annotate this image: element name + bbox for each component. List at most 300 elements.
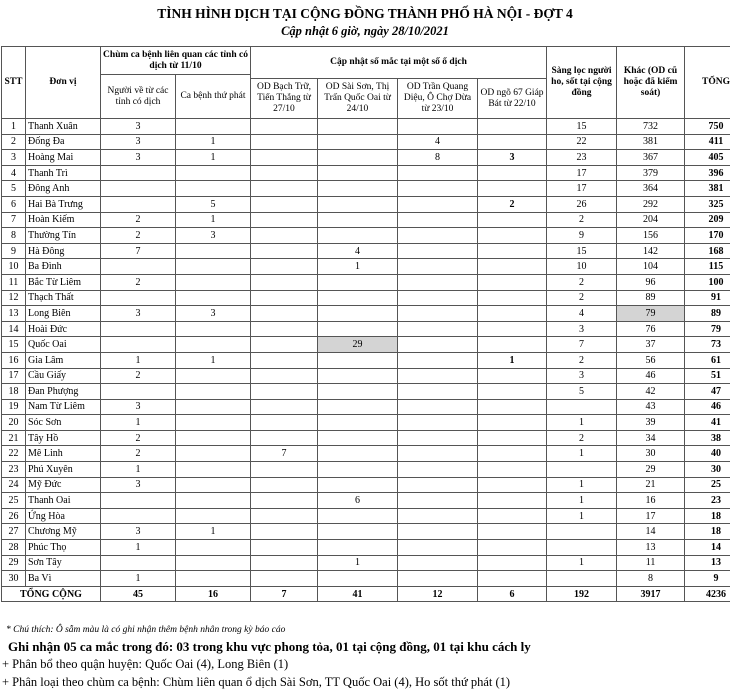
- table-row: [2, 399, 730, 415]
- table-cell: 1: [176, 134, 251, 150]
- table-cell: 750: [685, 119, 730, 135]
- table-cell: 1: [176, 150, 251, 166]
- unit-name: Thạch Thất: [26, 290, 101, 306]
- table-cell: [251, 196, 318, 212]
- table-row: [2, 212, 730, 228]
- table-cell: 10: [547, 259, 617, 275]
- table-cell: [318, 352, 398, 368]
- table-cell: 34: [617, 430, 685, 446]
- table-cell: [318, 165, 398, 181]
- table-cell: 292: [617, 196, 685, 212]
- table-cell: [478, 212, 547, 228]
- table-cell: [318, 290, 398, 306]
- table-cell: [547, 571, 617, 587]
- table-cell: 4: [398, 134, 478, 150]
- unit-name: Hai Bà Trưng: [26, 196, 101, 212]
- table-cell: 7: [101, 243, 176, 259]
- unit-name: Đống Đa: [26, 134, 101, 150]
- table-cell: [251, 134, 318, 150]
- table-cell: 14: [685, 540, 730, 556]
- table-cell: 42: [617, 384, 685, 400]
- row-index: 9: [2, 243, 26, 259]
- table-cell: 22: [547, 134, 617, 150]
- table-cell: [176, 274, 251, 290]
- table-cell: [478, 228, 547, 244]
- table-cell: [478, 165, 547, 181]
- table-cell: 1: [176, 352, 251, 368]
- header-od-sai-son: OD Sài Sơn, Thị Trấn Quốc Oai từ 24/10: [318, 79, 398, 119]
- table-cell: [251, 165, 318, 181]
- table-cell: [176, 540, 251, 556]
- unit-name: Gia Lâm: [26, 352, 101, 368]
- table-cell: [251, 212, 318, 228]
- table-cell: [318, 150, 398, 166]
- table-cell: 6: [318, 493, 398, 509]
- row-index: 22: [2, 446, 26, 462]
- table-cell: [176, 462, 251, 478]
- table-row: [2, 119, 730, 135]
- row-index: 1: [2, 119, 26, 135]
- header-group-provinces: Chùm ca bệnh liên quan các tỉnh có dịch từ 11/10: [101, 47, 251, 75]
- unit-name: Long Biên: [26, 306, 101, 322]
- table-cell: 7: [251, 446, 318, 462]
- table-cell: [318, 228, 398, 244]
- row-index: 8: [2, 228, 26, 244]
- table-cell: [101, 181, 176, 197]
- row-index: 30: [2, 571, 26, 587]
- table-cell: 1: [547, 493, 617, 509]
- table-cell: [478, 540, 547, 556]
- table-cell: [318, 212, 398, 228]
- table-cell: [176, 508, 251, 524]
- row-index: 17: [2, 368, 26, 384]
- table-cell: [318, 399, 398, 415]
- table-cell: [251, 352, 318, 368]
- total-cell: 12: [398, 586, 478, 602]
- table-cell: [251, 259, 318, 275]
- unit-name: Ba Vì: [26, 571, 101, 587]
- table-cell: [176, 165, 251, 181]
- report-subtitle: Cập nhật 6 giờ, ngày 28/10/2021: [281, 24, 449, 38]
- row-index: 3: [2, 150, 26, 166]
- table-cell: [176, 243, 251, 259]
- total-label: TỔNG CỘNG: [2, 586, 101, 602]
- table-cell: [478, 290, 547, 306]
- table-cell: [176, 290, 251, 306]
- table-cell: [318, 430, 398, 446]
- unit-name: Quốc Oai: [26, 337, 101, 353]
- table-cell: [101, 508, 176, 524]
- table-row: [2, 415, 730, 431]
- table-cell: 30: [617, 446, 685, 462]
- table-cell: 89: [617, 290, 685, 306]
- table-cell: [251, 274, 318, 290]
- table-cell: [251, 571, 318, 587]
- table-cell: 15: [547, 119, 617, 135]
- table-cell: 2: [101, 228, 176, 244]
- table-cell: 61: [685, 352, 730, 368]
- total-cell: 6: [478, 586, 547, 602]
- table-cell: [101, 555, 176, 571]
- table-cell: 40: [685, 446, 730, 462]
- table-cell: 26: [547, 196, 617, 212]
- table-cell: [176, 571, 251, 587]
- table-cell: 3: [176, 228, 251, 244]
- table-cell: 3: [101, 150, 176, 166]
- table-cell: [547, 540, 617, 556]
- row-index: 11: [2, 274, 26, 290]
- unit-name: Hoàng Mai: [26, 150, 101, 166]
- unit-name: Đông Anh: [26, 181, 101, 197]
- table-cell: [398, 462, 478, 478]
- table-cell: [398, 228, 478, 244]
- table-cell: [251, 555, 318, 571]
- table-row: [2, 259, 730, 275]
- table-cell: [251, 306, 318, 322]
- row-index: 6: [2, 196, 26, 212]
- unit-name: Cầu Giấy: [26, 368, 101, 384]
- table-cell: [251, 477, 318, 493]
- table-cell: [176, 119, 251, 135]
- unit-name: Phú Xuyên: [26, 462, 101, 478]
- table-cell: 79: [617, 306, 685, 322]
- table-cell: [251, 150, 318, 166]
- table-cell: 3: [101, 119, 176, 135]
- table-cell: 1: [101, 352, 176, 368]
- row-index: 27: [2, 524, 26, 540]
- table-cell: 2: [547, 274, 617, 290]
- summary-line: Ghi nhận 05 ca mắc trong đó: 03 trong khu vực phong tỏa, 01 tại cộng đồng, 01 tại khu cách ly: [8, 639, 531, 654]
- table-cell: 89: [685, 306, 730, 322]
- table-row: [2, 165, 730, 181]
- table-row: [2, 196, 730, 212]
- table-cell: 1: [318, 555, 398, 571]
- table-cell: [478, 306, 547, 322]
- total-cell: 41: [318, 586, 398, 602]
- table-row: [2, 274, 730, 290]
- table-cell: [176, 368, 251, 384]
- table-cell: [176, 493, 251, 509]
- table-cell: [101, 259, 176, 275]
- table-cell: [318, 321, 398, 337]
- table-cell: 1: [547, 477, 617, 493]
- table-cell: [251, 384, 318, 400]
- table-cell: [176, 181, 251, 197]
- table-cell: 3: [101, 134, 176, 150]
- table-cell: 2: [547, 430, 617, 446]
- table-cell: 3: [101, 306, 176, 322]
- row-index: 16: [2, 352, 26, 368]
- table-cell: [398, 368, 478, 384]
- table-cell: 9: [685, 571, 730, 587]
- table-cell: 39: [617, 415, 685, 431]
- unit-name: Thanh Trì: [26, 165, 101, 181]
- table-cell: 14: [617, 524, 685, 540]
- table-cell: [547, 524, 617, 540]
- table-cell: [478, 446, 547, 462]
- table-row: [2, 290, 730, 306]
- table-cell: [101, 196, 176, 212]
- table-cell: [176, 384, 251, 400]
- row-index: 12: [2, 290, 26, 306]
- unit-name: Thanh Oai: [26, 493, 101, 509]
- table-cell: 15: [547, 243, 617, 259]
- row-index: 5: [2, 181, 26, 197]
- table-cell: [398, 243, 478, 259]
- table-cell: 51: [685, 368, 730, 384]
- table-cell: 5: [176, 196, 251, 212]
- table-cell: 2: [101, 274, 176, 290]
- unit-name: Hoài Đức: [26, 321, 101, 337]
- table-cell: [398, 571, 478, 587]
- table-cell: [318, 119, 398, 135]
- table-cell: 11: [617, 555, 685, 571]
- table-cell: 2: [478, 196, 547, 212]
- table-row: [2, 134, 730, 150]
- table-cell: 18: [685, 508, 730, 524]
- table-cell: [478, 555, 547, 571]
- row-index: 7: [2, 212, 26, 228]
- row-index: 19: [2, 399, 26, 415]
- unit-name: Chương Mỹ: [26, 524, 101, 540]
- table-cell: [478, 462, 547, 478]
- table-cell: [176, 321, 251, 337]
- table-cell: [398, 212, 478, 228]
- table-cell: [251, 399, 318, 415]
- table-cell: [398, 477, 478, 493]
- table-cell: 56: [617, 352, 685, 368]
- table-cell: [318, 508, 398, 524]
- table-cell: [478, 384, 547, 400]
- table-cell: 1: [101, 571, 176, 587]
- table-cell: [251, 290, 318, 306]
- table-cell: 1: [478, 352, 547, 368]
- table-cell: 168: [685, 243, 730, 259]
- header-other: Khác (OD cũ hoặc đã kiểm soát): [617, 47, 685, 119]
- table-cell: [251, 368, 318, 384]
- row-index: 4: [2, 165, 26, 181]
- unit-name: Thanh Xuân: [26, 119, 101, 135]
- table-cell: [176, 477, 251, 493]
- table-cell: 8: [617, 571, 685, 587]
- table-row: [2, 150, 730, 166]
- table-cell: [318, 446, 398, 462]
- table-cell: 1: [176, 524, 251, 540]
- table-cell: [398, 493, 478, 509]
- table-cell: 17: [617, 508, 685, 524]
- table-cell: 156: [617, 228, 685, 244]
- row-index: 18: [2, 384, 26, 400]
- table-cell: 4: [547, 306, 617, 322]
- table-cell: [547, 462, 617, 478]
- table-row: [2, 321, 730, 337]
- table-cell: [101, 165, 176, 181]
- table-cell: 21: [617, 477, 685, 493]
- table-cell: [318, 524, 398, 540]
- row-index: 24: [2, 477, 26, 493]
- legend-note: * Chú thích: Ô sẫm màu là có ghi nhận thêm bệnh nhân trong kỳ báo cáo: [6, 625, 286, 635]
- table-row: [2, 337, 730, 353]
- table-cell: [251, 493, 318, 509]
- header-group-outbreaks: Cập nhật số mắc tại một số ổ dịch: [251, 47, 547, 79]
- cases-table: [1, 46, 730, 602]
- table-cell: 46: [685, 399, 730, 415]
- total-cell: 45: [101, 586, 176, 602]
- table-cell: 2: [101, 430, 176, 446]
- table-cell: [251, 119, 318, 135]
- district-breakdown: + Phân bổ theo quận huyện: Quốc Oai (4), Long Biên (1): [2, 657, 289, 671]
- total-cell: 3917: [617, 586, 685, 602]
- table-cell: 3: [478, 150, 547, 166]
- row-index: 13: [2, 306, 26, 322]
- table-cell: 17: [547, 165, 617, 181]
- unit-name: Hoàn Kiếm: [26, 212, 101, 228]
- table-cell: 104: [617, 259, 685, 275]
- table-cell: 142: [617, 243, 685, 259]
- header-od-bach-tru: OD Bạch Trữ, Tiến Thắng từ 27/10: [251, 79, 318, 119]
- unit-name: Nam Từ Liêm: [26, 399, 101, 415]
- total-cell: 4236: [685, 586, 730, 602]
- table-cell: 96: [617, 274, 685, 290]
- table-cell: [251, 243, 318, 259]
- table-cell: 76: [617, 321, 685, 337]
- table-cell: 46: [617, 368, 685, 384]
- header-unit: Đơn vị: [26, 47, 101, 119]
- table-cell: [101, 290, 176, 306]
- table-cell: 17: [547, 181, 617, 197]
- table-cell: 325: [685, 196, 730, 212]
- table-cell: [318, 462, 398, 478]
- table-cell: [478, 259, 547, 275]
- header-total: TỔNG: [685, 47, 730, 119]
- table-cell: [478, 119, 547, 135]
- table-cell: 73: [685, 337, 730, 353]
- table-cell: 209: [685, 212, 730, 228]
- table-cell: [101, 384, 176, 400]
- table-cell: [251, 540, 318, 556]
- unit-name: Thường Tín: [26, 228, 101, 244]
- table-cell: [251, 337, 318, 353]
- table-cell: [318, 540, 398, 556]
- row-index: 25: [2, 493, 26, 509]
- unit-name: Hà Đông: [26, 243, 101, 259]
- table-cell: 29: [617, 462, 685, 478]
- table-cell: 23: [547, 150, 617, 166]
- table-cell: [318, 477, 398, 493]
- table-cell: 25: [685, 477, 730, 493]
- total-cell: 16: [176, 586, 251, 602]
- table-row: [2, 462, 730, 478]
- table-cell: 411: [685, 134, 730, 150]
- table-cell: 3: [547, 321, 617, 337]
- table-cell: 1: [547, 446, 617, 462]
- table-cell: 1: [547, 508, 617, 524]
- row-index: 23: [2, 462, 26, 478]
- table-cell: 1: [318, 259, 398, 275]
- row-index: 26: [2, 508, 26, 524]
- table-cell: 43: [617, 399, 685, 415]
- table-cell: [478, 508, 547, 524]
- table-row: [2, 368, 730, 384]
- table-cell: 13: [617, 540, 685, 556]
- table-cell: [101, 321, 176, 337]
- table-cell: 2: [547, 352, 617, 368]
- table-cell: [398, 165, 478, 181]
- table-cell: [251, 321, 318, 337]
- table-cell: 4: [318, 243, 398, 259]
- table-cell: 38: [685, 430, 730, 446]
- table-cell: 2: [101, 446, 176, 462]
- table-cell: [318, 274, 398, 290]
- table-cell: [176, 399, 251, 415]
- table-cell: 396: [685, 165, 730, 181]
- table-cell: [398, 399, 478, 415]
- unit-name: Đan Phượng: [26, 384, 101, 400]
- unit-name: Sơn Tây: [26, 555, 101, 571]
- table-cell: [478, 571, 547, 587]
- table-row: [2, 508, 730, 524]
- table-row: [2, 524, 730, 540]
- header-od-tran-quang-dieu: OD Trần Quang Diệu, Ô Chợ Dừa từ 23/10: [398, 79, 478, 119]
- table-cell: 3: [101, 399, 176, 415]
- row-index: 2: [2, 134, 26, 150]
- table-cell: 5: [547, 384, 617, 400]
- table-cell: [318, 368, 398, 384]
- header-secondary: Ca bệnh thứ phát: [176, 75, 251, 119]
- table-cell: [478, 399, 547, 415]
- row-index: 10: [2, 259, 26, 275]
- table-row: [2, 181, 730, 197]
- table-row: [2, 243, 730, 259]
- table-cell: [318, 571, 398, 587]
- total-row: [2, 586, 730, 602]
- table-cell: [478, 181, 547, 197]
- table-cell: 1: [176, 212, 251, 228]
- table-cell: 2: [101, 368, 176, 384]
- table-cell: [398, 508, 478, 524]
- table-cell: [398, 430, 478, 446]
- table-cell: [101, 493, 176, 509]
- table-cell: [251, 524, 318, 540]
- table-cell: [176, 415, 251, 431]
- table-cell: 1: [101, 462, 176, 478]
- table-cell: [101, 337, 176, 353]
- table-cell: [251, 181, 318, 197]
- table-row: [2, 555, 730, 571]
- table-cell: 381: [685, 181, 730, 197]
- unit-name: Bắc Từ Liêm: [26, 274, 101, 290]
- table-cell: [398, 415, 478, 431]
- table-cell: 381: [617, 134, 685, 150]
- table-cell: [478, 337, 547, 353]
- table-cell: 204: [617, 212, 685, 228]
- table-cell: 41: [685, 415, 730, 431]
- table-cell: 13: [685, 555, 730, 571]
- table-cell: 1: [101, 415, 176, 431]
- table-cell: [398, 352, 478, 368]
- table-cell: [176, 337, 251, 353]
- cluster-breakdown: + Phân loại theo chùm ca bệnh: Chùm liên quan ổ dịch Sài Sơn, TT Quốc Oai (4), Ho sốt thứ phát (1): [2, 675, 511, 689]
- table-row: [2, 430, 730, 446]
- table-row: [2, 352, 730, 368]
- table-row: [2, 384, 730, 400]
- table-row: [2, 540, 730, 556]
- table-cell: 3: [101, 524, 176, 540]
- table-cell: 30: [685, 462, 730, 478]
- row-index: 28: [2, 540, 26, 556]
- table-cell: 2: [547, 212, 617, 228]
- row-index: 14: [2, 321, 26, 337]
